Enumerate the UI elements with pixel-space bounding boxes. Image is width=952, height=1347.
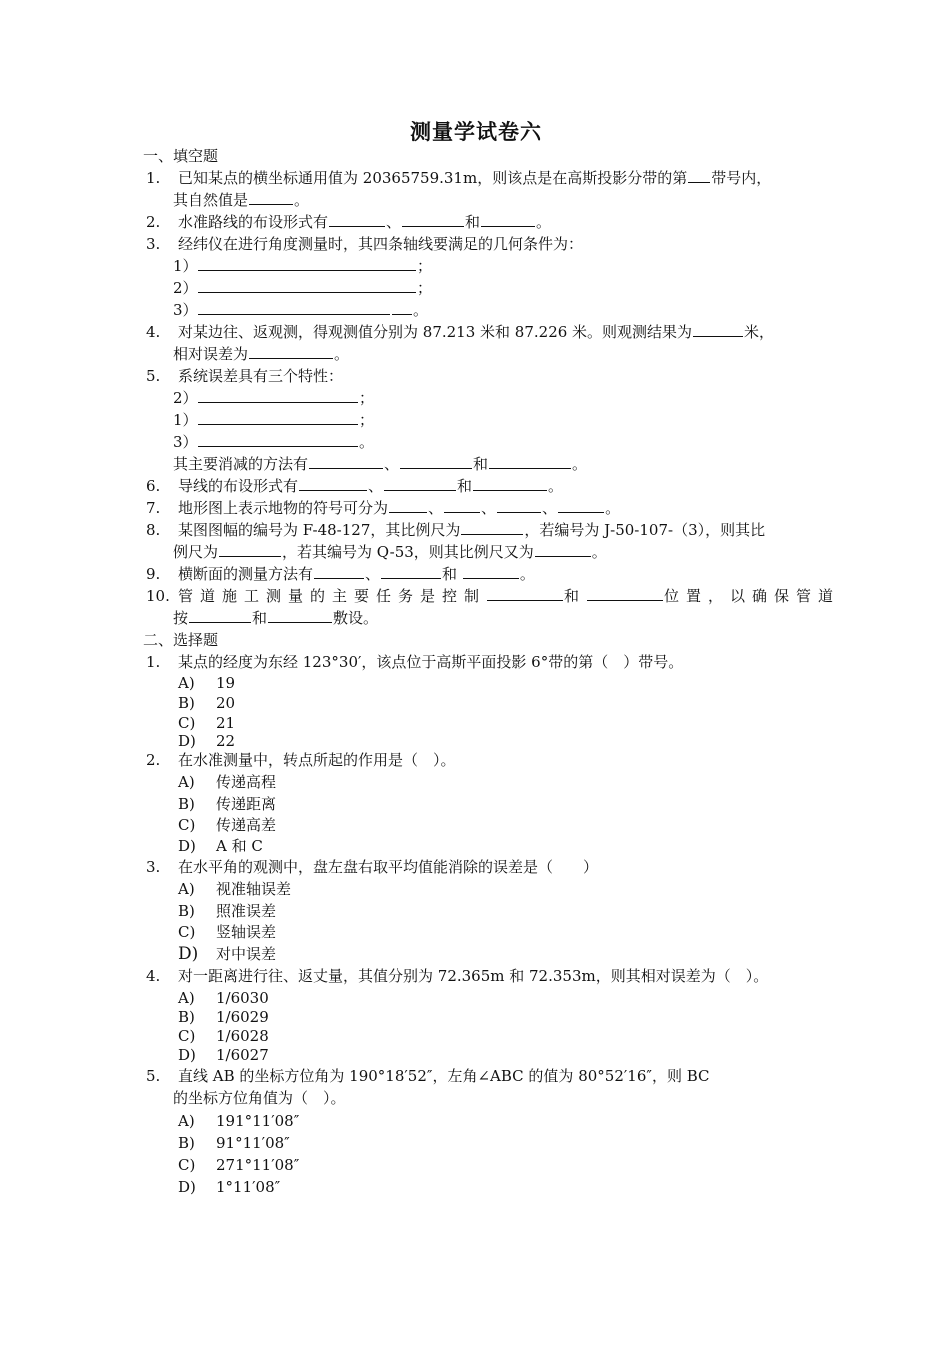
fill-question-3-item-1: 1） ； xyxy=(173,257,433,275)
answer-blank[interactable] xyxy=(481,212,535,227)
answer-blank[interactable] xyxy=(402,212,464,227)
choice-option[interactable]: D) 1/6027 xyxy=(178,1046,269,1064)
answer-blank[interactable] xyxy=(249,344,333,359)
answer-blank[interactable] xyxy=(219,542,281,557)
answer-blank[interactable] xyxy=(489,454,571,469)
choice-option[interactable]: B) 91°11′08″ xyxy=(178,1134,290,1152)
choice-option[interactable]: D) 22 xyxy=(178,732,236,750)
fill-question-9: 9. 横断面的测量方法有 、 和 。 xyxy=(146,565,535,583)
choice-question-3: 3. 在水平角的观测中，盘左盘右取平均值能消除的误差是（ ） xyxy=(146,858,599,876)
answer-blank[interactable] xyxy=(198,388,358,403)
fill-question-10: 10. 管道施工测量的主要任务是控制 和 位置，以确保管道 xyxy=(146,587,841,605)
choice-question-4: 4. 对一距离进行往、返丈量，其值分别为 72.365m 和 72.353m，则其相对误差为（ ）。 xyxy=(146,967,769,985)
answer-blank[interactable] xyxy=(461,520,523,535)
fill-question-5-item-1: 2） ； xyxy=(173,389,375,407)
fill-question-1: 1. 已知某点的横坐标通用值为 20365759.31m，则该点是在高斯投影分带的第 带号内， xyxy=(146,169,772,187)
answer-blank[interactable] xyxy=(384,476,456,491)
answer-blank[interactable] xyxy=(587,586,663,601)
answer-blank[interactable] xyxy=(558,498,604,513)
fill-question-5-item-2: 1） ； xyxy=(173,411,375,429)
answer-blank[interactable] xyxy=(444,498,480,513)
page-title: 测量学试卷六 xyxy=(410,119,542,144)
answer-blank[interactable] xyxy=(268,608,332,623)
answer-blank[interactable] xyxy=(198,278,416,293)
answer-blank[interactable] xyxy=(198,300,390,315)
fill-question-2: 2. 水准路线的布设形式有 、 和 。 xyxy=(146,213,552,231)
answer-blank[interactable] xyxy=(497,498,541,513)
choice-option[interactable]: A) 19 xyxy=(178,674,236,692)
choice-option[interactable]: D) 1°11′08″ xyxy=(178,1178,281,1196)
fill-question-10-cont: 按 和 敷设。 xyxy=(173,609,379,627)
choice-option[interactable]: D) 对中误差 xyxy=(178,944,277,964)
choice-option[interactable]: A) 191°11′08″ xyxy=(178,1112,300,1130)
answer-blank[interactable] xyxy=(198,410,358,425)
answer-blank[interactable] xyxy=(198,256,416,271)
choice-option[interactable]: B) 1/6029 xyxy=(178,1008,269,1026)
choice-option[interactable]: C) 21 xyxy=(178,714,236,732)
fill-question-5: 5. 系统误差具有三个特性： xyxy=(146,367,344,385)
fill-question-3-item-2: 2） ； xyxy=(173,279,433,297)
fill-question-6: 6. 导线的布设形式有 、 和 。 xyxy=(146,477,564,495)
answer-blank[interactable] xyxy=(688,168,710,183)
fill-question-3-item-3: 3） 。 xyxy=(173,301,429,319)
choice-question-1: 1. 某点的经度为东经 123°30′，该点位于高斯平面投影 6°带的第（ ）带号。 xyxy=(146,653,684,671)
answer-blank[interactable] xyxy=(299,476,367,491)
answer-blank[interactable] xyxy=(309,454,383,469)
choice-option[interactable]: D) A 和 C xyxy=(178,837,263,855)
answer-blank[interactable] xyxy=(463,564,519,579)
choice-question-2: 2. 在水准测量中，转点所起的作用是（ ）。 xyxy=(146,751,456,769)
choice-option[interactable]: B) 传递距离 xyxy=(178,795,277,813)
fill-question-4-cont: 相对误差为 。 xyxy=(173,345,350,363)
fill-question-4: 4. 对某边往、返观测，得观测值分别为 87.213 米和 87.226 米。则观测结果为 米， xyxy=(146,323,775,341)
choice-option[interactable]: C) 271°11′08″ xyxy=(178,1156,300,1174)
choice-option[interactable]: A) 视准轴误差 xyxy=(178,880,292,898)
fill-question-8-cont: 例尺为 ，若其编号为 Q-53，则其比例尺又为 。 xyxy=(173,543,607,561)
answer-blank[interactable] xyxy=(400,454,472,469)
fill-question-5-item-3: 3） 。 xyxy=(173,433,375,451)
choice-option[interactable]: C) 竖轴误差 xyxy=(178,923,277,941)
choice-option[interactable]: C) 1/6028 xyxy=(178,1027,269,1045)
answer-blank[interactable] xyxy=(392,300,412,315)
fill-question-3: 3. 经纬仪在进行角度测量时，其四条轴线要满足的几何条件为： xyxy=(146,235,584,253)
section-heading-fill: 一、填空题 xyxy=(143,147,219,165)
answer-blank[interactable] xyxy=(389,498,427,513)
section-heading-choice: 二、选择题 xyxy=(143,631,219,649)
answer-blank[interactable] xyxy=(381,564,441,579)
answer-blank[interactable] xyxy=(693,322,743,337)
choice-option[interactable]: B) 20 xyxy=(178,694,236,712)
answer-blank[interactable] xyxy=(249,190,293,205)
fill-question-7: 7. 地形图上表示地物的符号可分为 、 、 、 。 xyxy=(146,499,621,517)
answer-blank[interactable] xyxy=(487,586,563,601)
fill-question-1-cont: 其自然值是 。 xyxy=(173,191,310,209)
answer-blank[interactable] xyxy=(535,542,591,557)
answer-blank[interactable] xyxy=(198,432,358,447)
answer-blank[interactable] xyxy=(189,608,251,623)
choice-question-5: 5. 直线 AB 的坐标方位角为 190°18′52″，左角∠ABC 的值为 80°52′16″，则 BC xyxy=(146,1067,710,1085)
choice-option[interactable]: A) 1/6030 xyxy=(178,989,269,1007)
choice-option[interactable]: B) 照准误差 xyxy=(178,902,277,920)
choice-question-5-cont: 的坐标方位角值为（ ）。 xyxy=(173,1089,346,1107)
answer-blank[interactable] xyxy=(473,476,547,491)
choice-option[interactable]: A) 传递高程 xyxy=(178,773,277,791)
choice-option[interactable]: C) 传递高差 xyxy=(178,816,277,834)
answer-blank[interactable] xyxy=(314,564,364,579)
answer-blank[interactable] xyxy=(329,212,385,227)
fill-question-5-methods: 其主要消减的方法有 、 和 。 xyxy=(173,455,588,473)
fill-question-8: 8. 某图图幅的编号为 F-48-127，其比例尺为 ，若编号为 J-50-107-（3），则其比 xyxy=(146,521,766,539)
